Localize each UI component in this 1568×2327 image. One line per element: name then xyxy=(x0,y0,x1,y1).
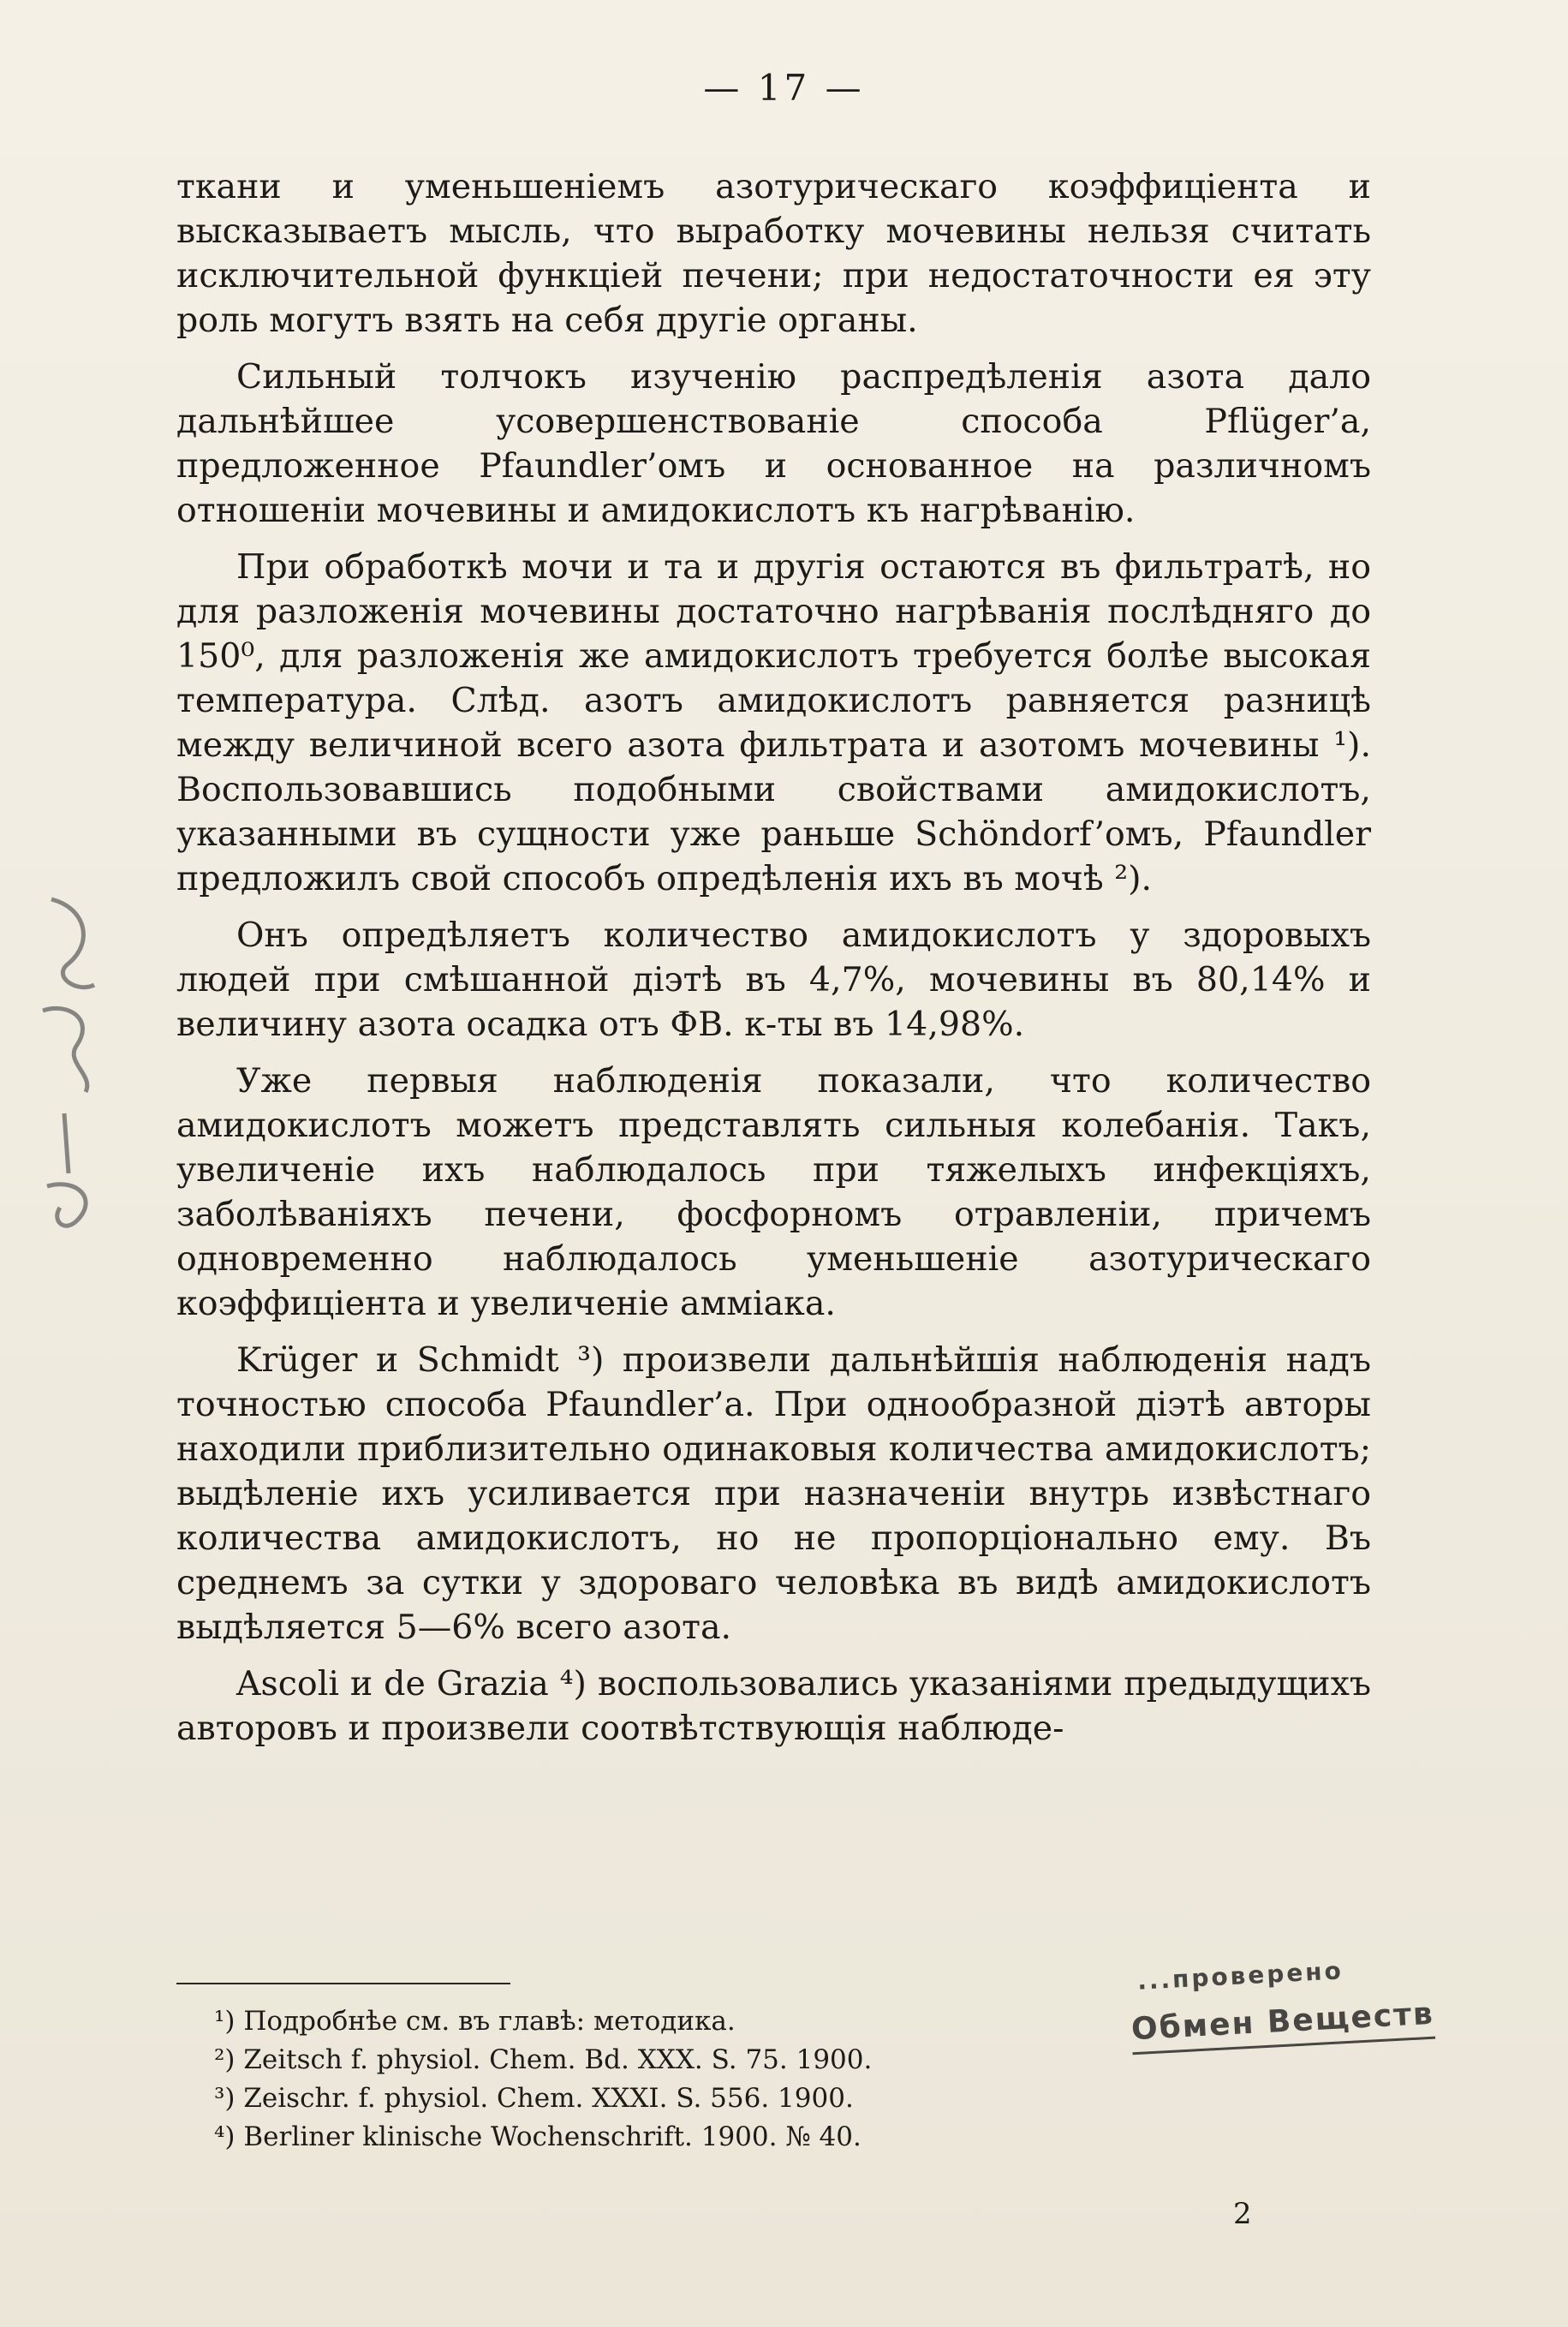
paragraph-1: ткани и уменьшеніемъ азотурическаго коэффиціента и высказываетъ мысль, что выработку мочевины нельзя считать исключительной функціей печени; при недостаточности ея эту роль могутъ взять на себя другіе органы. xyxy=(176,167,1371,340)
stamp-line-2: Обмен Веществ xyxy=(1130,1996,1435,2055)
page-number-header: — 17 — xyxy=(703,67,865,109)
footnote-3: ³) Zeischr. f. physiol. Chem. XXXI. S. 556. 1900. xyxy=(214,2083,854,2114)
footnote-4: ⁴) Berliner klinische Wochenschrift. 1900. № 40. xyxy=(214,2121,862,2152)
paragraph-6: Krüger и Schmidt ³) произвели дальнѣйшія наблюденія надъ точностью способа Pfaundler’a. При однообразной діэтѣ авторы находили приблизительно одинаковыя количества амидокислотъ; выдѣленіе ихъ усиливается при назначеніи внутрь извѣстнаго количества амидокислотъ, но не пропорціонально ему. Въ среднемъ за сутки у здороваго человѣка въ видѣ амидокислотъ выдѣляется 5—6% всего азота. xyxy=(176,1340,1371,1647)
footnote-2: ²) Zeitsch f. physiol. Chem. Bd. XXX. S. 75. 1900. xyxy=(214,2044,873,2075)
library-stamp xyxy=(1110,1932,1518,2081)
footnotes xyxy=(214,2002,1070,2157)
paragraph-5: Уже первыя наблюденія показали, что количество амидокислотъ можетъ представлять сильныя колебанія. Такъ, увеличеніе ихъ наблюдалось при тяжелыхъ инфекціяхъ, заболѣваніяхъ печени, фосфорномъ отравленіи, причемъ одновременно наблюдалось уменьшеніе азотурическаго коэффиціента и увеличеніе амміака. xyxy=(176,1061,1371,1323)
footnote-divider xyxy=(176,1983,510,1984)
footnote-1: ¹) Подробнѣе см. въ главѣ: методика. xyxy=(214,2006,736,2037)
handwritten-margin-note xyxy=(17,882,120,1242)
paragraph-3: При обработкѣ мочи и та и другія остаются въ фильтратѣ, но для разложенія мочевины достаточно нагрѣванія послѣдняго до 150⁰, для разложенія же амидокислотъ требуется болѣе высокая температура. Слѣд. азотъ амидокислотъ равняется разницѣ между величиной всего азота фильтрата и азотомъ мочевины ¹). Воспользовавшись подобными свойствами амидокислотъ, указанными въ сущности уже раньше Schöndorf’омъ, Pfaundler предложилъ свой способъ опредѣленія ихъ въ мочѣ ²). xyxy=(176,547,1371,898)
paragraph-7: Ascoli и de Grazia ⁴) воспользовались указаніями предыдущихъ авторовъ и произвели соотвѣтствующія наблюде- xyxy=(176,1664,1371,1748)
paragraph-2: Сильный толчокъ изученію распредѣленія азота дало дальнѣйшее усовершенствованіе способа Pflüger’a, предложенное Pfaundler’омъ и основанное на различномъ отношеніи мочевины и амидокислотъ къ нагрѣванію. xyxy=(176,357,1371,530)
signature-mark: 2 xyxy=(1233,2197,1252,2231)
paragraph-4: Онъ опредѣляетъ количество амидокислотъ у здоровыхъ людей при смѣшанной діэтѣ въ 4,7%, мочевины въ 80,14% и величину азота осадка отъ ФВ. к-ты въ 14,98%. xyxy=(176,916,1371,1044)
main-text xyxy=(176,164,1371,1763)
stamp-line-1: ...проверено xyxy=(1136,1956,1344,1996)
